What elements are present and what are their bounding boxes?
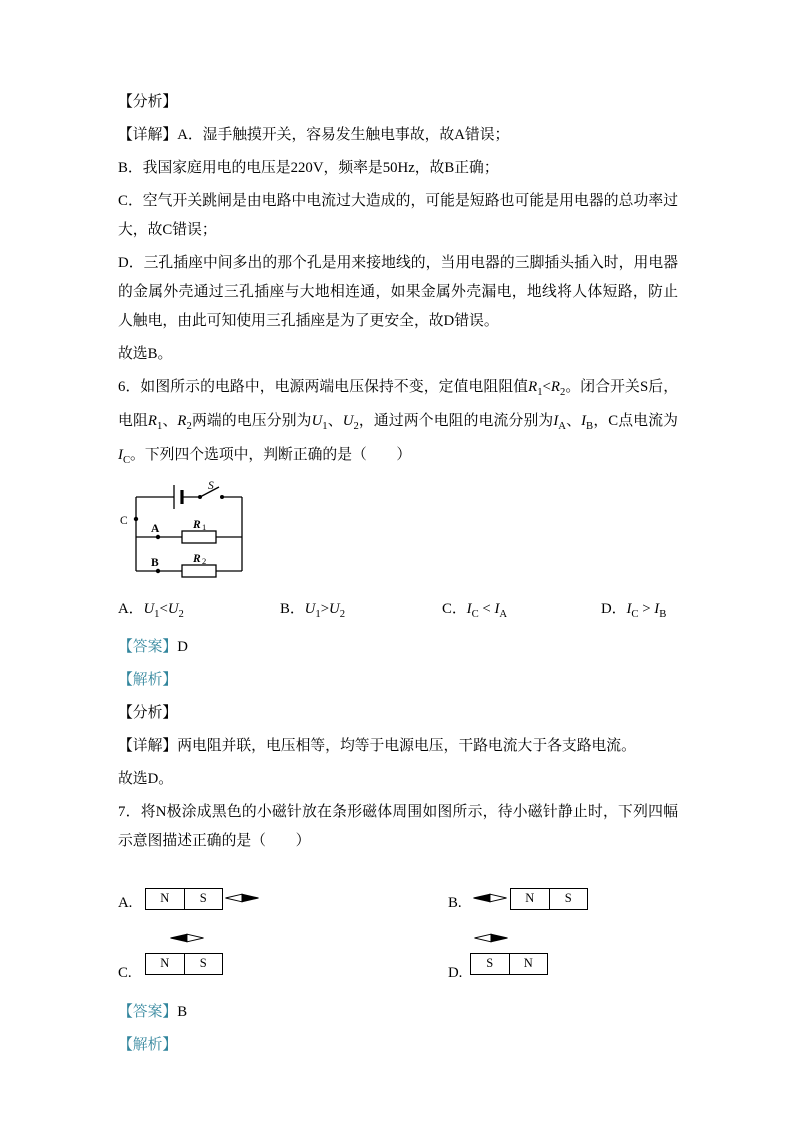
resistor-r1-label: R: [193, 518, 201, 531]
bar-magnet-c: [145, 953, 223, 975]
pole-label-right: S: [199, 955, 207, 970]
q7-jiexi-label: 【解析】: [118, 1036, 178, 1053]
q6-answer-line: [118, 633, 678, 662]
q5-conclusion: 故选B。: [118, 346, 173, 362]
q6-answer-label: 【答案】: [118, 638, 178, 655]
switch-pivot-dot: [198, 495, 202, 499]
compass-needle-a: [225, 893, 259, 903]
q5-detail-option-a: 【详解】A．湿手触摸开关，容易发生触电事故，故A错误；: [118, 127, 510, 143]
resistor-r1: [182, 531, 216, 543]
resistor-r2: [182, 565, 216, 577]
bar-magnet-a: [145, 888, 223, 910]
q6-detail: 【详解】两电阻并联，电压相等，均等于电源电压，干路电流大于各支路电流。: [118, 737, 636, 754]
node-c-dot: [134, 517, 138, 521]
node-b-dot: [156, 569, 160, 573]
compass-needle-c: [170, 933, 204, 943]
q6-stem: 6．如图所示的电路中，电源两端电压保持不变，定值电阻阻值$R_1<R_2$。闭合开关S后，电阻$R_1$、$R_2$两端的电压分别为$U_1$、$U_2$，通过两个电阻的电流分别为$I_A$、$I_B$，C点电流为$I_C$。下列四个选项中，判断正确的是（ ）: [118, 379, 678, 466]
q6-options-row: [118, 595, 678, 629]
node-c-label: C: [120, 514, 128, 527]
q7-option-a-label: A.: [118, 894, 133, 911]
q6-circuit-figure: [114, 479, 678, 593]
q7-answer-value: B: [177, 1003, 188, 1020]
pole-label-right: S: [564, 890, 572, 905]
node-a-label: A: [151, 522, 160, 535]
q6-analysis-label: 【分析】: [118, 704, 178, 721]
q5-detail-option-c: C．空气开关跳闸是由电路中电流过大造成的，可能是短路也可能是用电器的总功率过大，故C错误；: [118, 193, 678, 238]
q6-option-d: D．$I_C > I_B$: [601, 600, 667, 620]
resistor-r1-subscript: 1: [202, 521, 207, 532]
node-a-dot: [156, 535, 160, 539]
resistor-r2-subscript: 2: [202, 555, 207, 566]
circuit-diagram: [114, 479, 264, 591]
q7-option-c-label: C.: [118, 964, 132, 981]
pole-label-left: N: [146, 954, 185, 974]
q7-answer-line: [118, 998, 678, 1027]
switch-label: S: [208, 479, 214, 492]
q5-analysis-label: 【分析】: [118, 94, 178, 110]
q7-option-b-label: B.: [448, 894, 462, 911]
q6-option-a: A．$U_1<U_2$: [118, 600, 184, 620]
q5-detail-option-b: B．我国家庭用电的电压是220V，频率是50Hz，故B正确；: [118, 160, 499, 176]
pole-label-left: S: [471, 954, 510, 974]
pole-label-right: S: [199, 890, 207, 905]
switch-contact-dot: [220, 495, 224, 499]
resistor-r2-label: R: [193, 552, 201, 565]
pole-label-left: N: [511, 889, 550, 909]
q6-answer-value: D: [177, 638, 188, 655]
q6-jiexi-label: 【解析】: [118, 671, 178, 688]
q6-option-c: C．$I_C < I_A$: [442, 600, 508, 620]
q7-stem: 7．将N极涂成黑色的小磁针放在条形磁体周围如图所示，待小磁针静止时，下列四幅示意图描述正确的是（ ）: [118, 803, 678, 849]
q7-option-d-label: D.: [448, 964, 463, 981]
pole-label-left: N: [146, 889, 185, 909]
q6-conclusion: 故选D。: [118, 770, 174, 787]
pole-label-right: N: [523, 955, 533, 970]
q7-figure: [118, 870, 678, 990]
node-b-label: B: [151, 556, 159, 569]
bar-magnet-d: [470, 953, 548, 975]
compass-needle-d: [474, 933, 508, 943]
q7-answer-label: 【答案】: [118, 1003, 178, 1020]
bar-magnet-b: [510, 888, 588, 910]
q5-detail-option-d: D．三孔插座中间多出的那个孔是用来接地线的，当用电器的三脚插头插入时，用电器的金属外壳通过三孔插座与大地相连通，如果金属外壳漏电，地线将人体短路，防止人触电，由此可知使用三孔插座是为了更安全，故D错误。: [118, 255, 678, 329]
compass-needle-b: [473, 893, 507, 903]
q6-option-b: B．$U_1>U_2$: [280, 600, 346, 620]
